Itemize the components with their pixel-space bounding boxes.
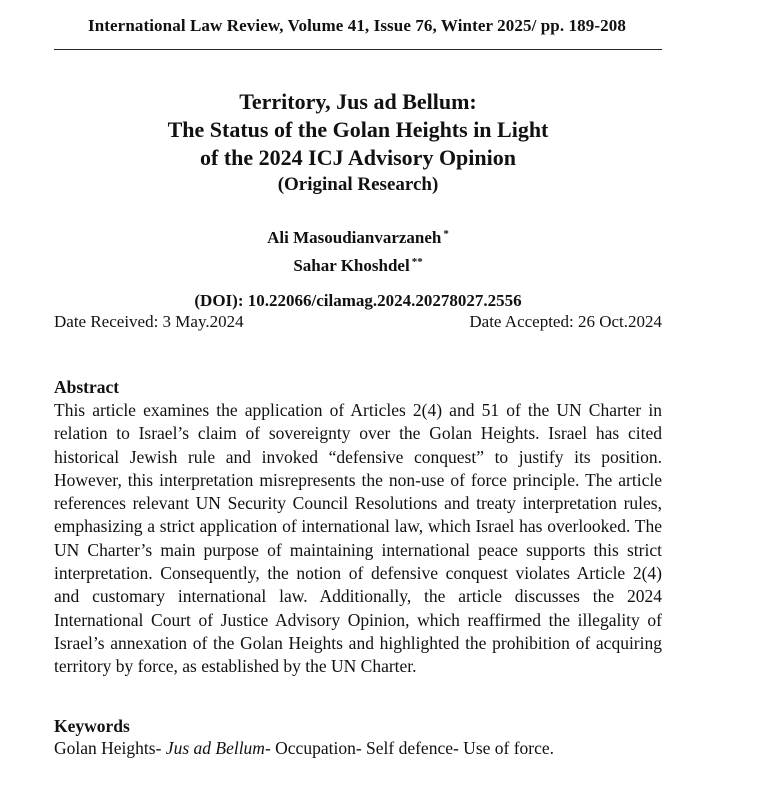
date-received: Date Received: 3 May.2024 [54, 312, 244, 331]
title-line-3: of the 2024 ICJ Advisory Opinion [200, 145, 516, 170]
author-name: Sahar Khoshdel [293, 256, 410, 275]
keyword-text: - Occupation- Self defence- Use of force. [264, 738, 555, 758]
dates-row [54, 312, 662, 332]
article-type: (Original Research) [277, 174, 439, 195]
title-line-2: The Status of the Golan Heights in Light [167, 117, 549, 142]
doi[interactable]: (DOI): 10.22066/cilamag.2024.20278027.2556 [194, 291, 522, 310]
keyword-italic: Jus ad Bellum [165, 738, 265, 758]
keywords-list [54, 738, 662, 759]
author-footnote-mark[interactable]: * [443, 228, 449, 240]
abstract-text: This article examines the application of Articles 2(4) and 51 of the UN Charter in relation to Israel’s claim of sovereignty over the Golan Heights. Israel has cited historical Jewish rule and invoked “defensive conquest” to justify its position. However, this interpretation misrepresents the non-use of force principle. The article references relevant UN Security Council Resolutions and treaty interpretation rules, emphasizing a strict application of international law, which Israel has overlooked. The UN Charter’s main purpose of maintaining international peace supports this strict interpretation. Consequently, the notion of defensive conquest violates Article 2(4) and customary international law. Additionally, the article discusses the 2024 International Court of Justice Advisory Opinion, which reaffirmed the illegality of Israel’s annexation of the Golan Heights and highlighted the prohibition of acquiring territory by force, as established by the UN Charter. [54, 400, 662, 677]
date-accepted: Date Accepted: 26 Oct.2024 [469, 312, 662, 331]
author-list [54, 222, 662, 278]
author-2 [54, 250, 662, 278]
header-rule [54, 49, 662, 50]
keywords-heading: Keywords [54, 716, 130, 736]
title-line-1: Territory, Jus ad Bellum: [239, 89, 477, 114]
author-name: Ali Masoudianvarzaneh [267, 228, 442, 247]
author-footnote-mark[interactable]: ** [411, 256, 423, 268]
running-head: International Law Review, Volume 41, Issue 76, Winter 2025/ pp. 189-208 [88, 16, 626, 35]
keyword-text: Golan Heights- [54, 738, 166, 758]
author-1 [54, 222, 662, 250]
abstract-heading: Abstract [54, 377, 120, 397]
title-block [54, 88, 662, 198]
